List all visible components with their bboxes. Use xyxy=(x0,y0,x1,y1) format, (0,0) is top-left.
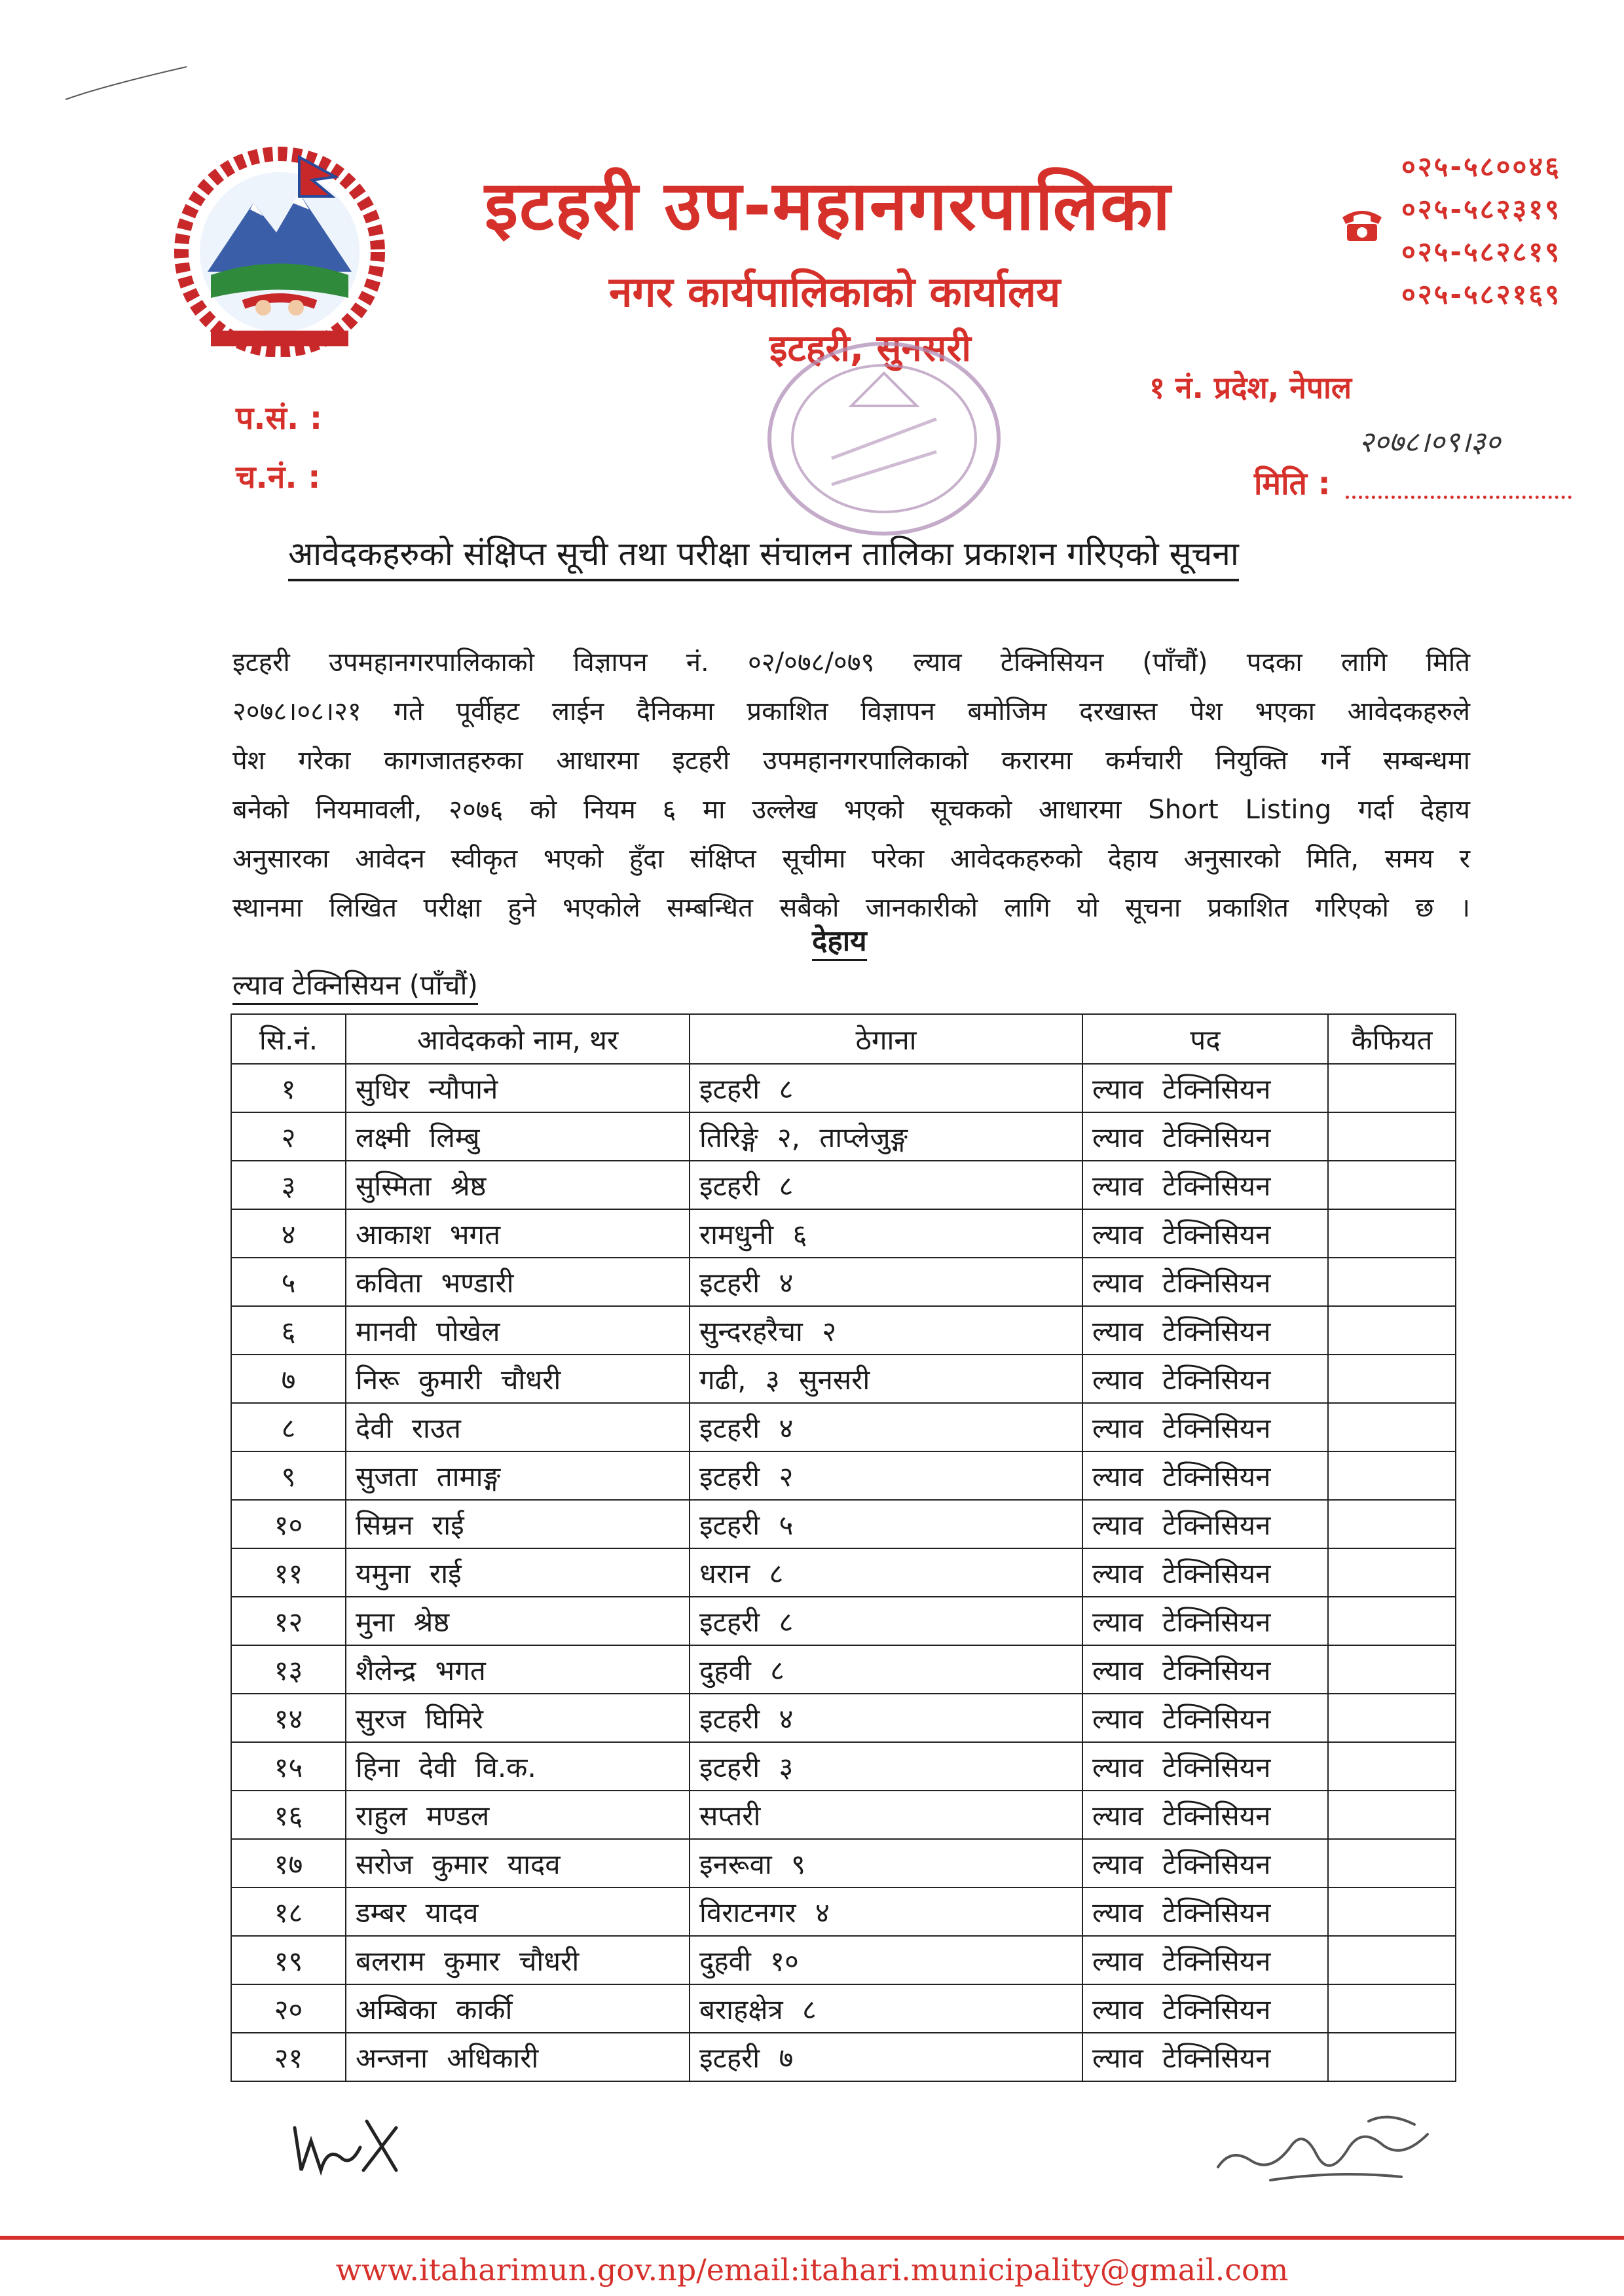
address-cell: धरान ८ xyxy=(690,1548,1082,1597)
address-cell: गढी, ३ सुनसरी xyxy=(690,1355,1082,1403)
table-row xyxy=(231,1839,1456,1887)
table-row xyxy=(231,1355,1456,1403)
remarks-cell xyxy=(1328,1839,1456,1887)
remarks-cell xyxy=(1328,1112,1456,1161)
serial-cell: १७ xyxy=(231,1839,346,1887)
name-cell: सुरज घिमिरे xyxy=(346,1694,690,1742)
remarks-cell xyxy=(1328,1791,1456,1839)
signature-right xyxy=(1205,2108,1441,2187)
name-cell: कविता भण्डारी xyxy=(346,1258,690,1306)
remarks-cell xyxy=(1328,2033,1456,2081)
name-cell: सुधिर न्यौपाने xyxy=(346,1064,690,1112)
name-cell: सुजता तामाङ्ग xyxy=(346,1451,690,1500)
header-post: पद xyxy=(1082,1014,1328,1064)
header-name: आवेदकको नाम, थर xyxy=(346,1014,690,1064)
serial-cell: १२ xyxy=(231,1597,346,1645)
post-cell: ल्याव टेक्निसियन xyxy=(1082,1161,1328,1209)
post-cell: ल्याव टेक्निसियन xyxy=(1082,1791,1328,1839)
name-cell: मुना श्रेष्ठ xyxy=(346,1597,690,1645)
name-cell: देवी राउत xyxy=(346,1403,690,1451)
table-row xyxy=(231,1791,1456,1839)
name-cell: राहुल मण्डल xyxy=(346,1791,690,1839)
name-cell: सुस्मिता श्रेष्ठ xyxy=(346,1161,690,1209)
post-cell: ल्याव टेक्निसियन xyxy=(1082,1597,1328,1645)
post-cell: ल्याव टेक्निसियन xyxy=(1082,1742,1328,1791)
serial-cell: १५ xyxy=(231,1742,346,1791)
date-label: मिति : xyxy=(1254,465,1331,502)
remarks-cell xyxy=(1328,1548,1456,1597)
notice-title: आवेदकहरुको संक्षिप्त सूची तथा परीक्षा संचालन तालिका प्रकाशन गरिएको सूचना xyxy=(288,530,1239,581)
serial-cell: ८ xyxy=(231,1403,346,1451)
phone-number: ०२५-५८२३१९ xyxy=(1401,193,1561,225)
date-value: २०७८।०९।३० xyxy=(1359,426,1501,459)
serial-cell: ११ xyxy=(231,1548,346,1597)
serial-cell: १ xyxy=(231,1064,346,1112)
post-cell: ल्याव टेक्निसियन xyxy=(1082,1064,1328,1112)
table-row xyxy=(231,1694,1456,1742)
table-header-row xyxy=(231,1014,1456,1064)
office-place: इटहरी, सुनसरी xyxy=(769,327,971,370)
address-cell: इटहरी ७ xyxy=(690,2033,1082,2081)
remarks-cell xyxy=(1328,1645,1456,1694)
name-cell: यमुना राई xyxy=(346,1548,690,1597)
name-cell: निरू कुमारी चौधरी xyxy=(346,1355,690,1403)
post-cell: ल्याव टेक्निसियन xyxy=(1082,1258,1328,1306)
table-row xyxy=(231,2033,1456,2081)
phone-number: ०२५-५८२८१९ xyxy=(1401,236,1561,268)
post-cell: ल्याव टेक्निसियन xyxy=(1082,1548,1328,1597)
table-row xyxy=(231,1258,1456,1306)
remarks-cell xyxy=(1328,1887,1456,1936)
remarks-cell xyxy=(1328,1936,1456,1984)
remarks-cell xyxy=(1328,1209,1456,1258)
post-cell: ल्याव टेक्निसियन xyxy=(1082,1645,1328,1694)
address-cell: इटहरी ८ xyxy=(690,1161,1082,1209)
address-cell: विराटनगर ४ xyxy=(690,1887,1082,1936)
address-cell: इटहरी ४ xyxy=(690,1403,1082,1451)
signature-left xyxy=(288,2108,406,2180)
name-cell: शैलेन्द्र भगत xyxy=(346,1645,690,1694)
remarks-cell xyxy=(1328,1064,1456,1112)
header-remarks: कैफियत xyxy=(1328,1014,1456,1064)
pen-mark xyxy=(62,60,193,106)
notice-body-line: बनेको नियमावली, २०७६ को नियम ६ मा उल्लेख भएको सूचकको आधारमा Short Listing गर्दा देहाय xyxy=(232,795,1470,825)
remarks-cell xyxy=(1328,1258,1456,1306)
footer-contact: www.itaharimun.gov.np/email:itahari.municipality@gmail.com xyxy=(335,2252,1289,2287)
post-cell: ल्याव टेक्निसियन xyxy=(1082,1839,1328,1887)
municipality-name: इटहरी उप-महानगरपालिका xyxy=(485,166,1172,246)
table-row xyxy=(231,1597,1456,1645)
serial-cell: १९ xyxy=(231,1936,346,1984)
phone-number: ०२५-५८२१६९ xyxy=(1401,278,1561,310)
post-cell: ल्याव टेक्निसियन xyxy=(1082,1936,1328,1984)
name-cell: आकाश भगत xyxy=(346,1209,690,1258)
post-cell: ल्याव टेक्निसियन xyxy=(1082,1209,1328,1258)
notice-body-line: पेश गरेका कागजातहरुका आधारमा इटहरी उपमहानगरपालिकाको करारमा कर्मचारी नियुक्ति गर्ने सम्बन्धमा xyxy=(232,746,1470,776)
remarks-cell xyxy=(1328,1355,1456,1403)
post-cell: ल्याव टेक्निसियन xyxy=(1082,1694,1328,1742)
address-cell: इटहरी ८ xyxy=(690,1597,1082,1645)
remarks-cell xyxy=(1328,1306,1456,1355)
address-cell: सप्तरी xyxy=(690,1791,1082,1839)
post-heading: ल्याव टेक्निसियन (पाँचौं) xyxy=(232,966,478,1005)
post-cell: ल्याव टेक्निसियन xyxy=(1082,1984,1328,2033)
post-cell: ल्याव टेक्निसियन xyxy=(1082,1355,1328,1403)
name-cell: सरोज कुमार यादव xyxy=(346,1839,690,1887)
footer-divider xyxy=(0,2236,1624,2240)
table-row xyxy=(231,1209,1456,1258)
table-row xyxy=(231,1936,1456,1984)
serial-cell: ५ xyxy=(231,1258,346,1306)
telephone-icon xyxy=(1339,204,1385,244)
name-cell: हिना देवी वि.क. xyxy=(346,1742,690,1791)
remarks-cell xyxy=(1328,1597,1456,1645)
date-dotted-line xyxy=(1346,466,1572,499)
post-cell: ल्याव टेक्निसियन xyxy=(1082,2033,1328,2081)
name-cell: डम्बर यादव xyxy=(346,1887,690,1936)
name-cell: अम्बिका कार्की xyxy=(346,1984,690,2033)
address-cell: दुहवी १० xyxy=(690,1936,1082,1984)
post-cell: ल्याव टेक्निसियन xyxy=(1082,1306,1328,1355)
serial-cell: ३ xyxy=(231,1161,346,1209)
name-cell: सिम्रन राई xyxy=(346,1500,690,1548)
address-cell: बराहक्षेत्र ८ xyxy=(690,1984,1082,2033)
notice-body-line: २०७८।०८।२१ गते पूर्वीहट लाईन दैनिकमा प्रकाशित विज्ञापन बमोजिम दरखास्त पेश भएका आवेदकहरुले xyxy=(232,697,1470,727)
office-name: नगर कार्यपालिकाको कार्यालय xyxy=(609,268,1061,317)
remarks-cell xyxy=(1328,1403,1456,1451)
dispatch-number-label: च.नं. : xyxy=(236,459,321,496)
table-row xyxy=(231,1403,1456,1451)
name-cell: मानवी पोखेल xyxy=(346,1306,690,1355)
address-cell: रामधुनी ६ xyxy=(690,1209,1082,1258)
serial-cell: २ xyxy=(231,1112,346,1161)
table-row xyxy=(231,1064,1456,1112)
serial-cell: १४ xyxy=(231,1694,346,1742)
table-row xyxy=(231,1500,1456,1548)
address-cell: इनरूवा ९ xyxy=(690,1839,1082,1887)
phone-number: ०२५-५८००४६ xyxy=(1401,151,1561,183)
notice-body-line: अनुसारका आवेदन स्वीकृत भएको हुँदा संक्षिप्त सूचीमा परेका आवेदकहरुको देहाय अनुसारको मिति, समय र xyxy=(232,844,1470,874)
table-row xyxy=(231,1306,1456,1355)
province: १ नं. प्रदेश, नेपाल xyxy=(1149,370,1352,405)
remarks-cell xyxy=(1328,1161,1456,1209)
address-cell: इटहरी ८ xyxy=(690,1064,1082,1112)
name-cell: बलराम कुमार चौधरी xyxy=(346,1936,690,1984)
remarks-cell xyxy=(1328,1742,1456,1791)
serial-cell: १८ xyxy=(231,1887,346,1936)
table-row xyxy=(231,1984,1456,2033)
table-row xyxy=(231,1742,1456,1791)
table-row xyxy=(231,1161,1456,1209)
post-cell: ल्याव टेक्निसियन xyxy=(1082,1451,1328,1500)
serial-cell: १३ xyxy=(231,1645,346,1694)
address-cell: सुन्दरहरैचा २ xyxy=(690,1306,1082,1355)
table-row xyxy=(231,1548,1456,1597)
address-cell: इटहरी ५ xyxy=(690,1500,1082,1548)
serial-cell: ९ xyxy=(231,1451,346,1500)
table-row xyxy=(231,1451,1456,1500)
applicant-table xyxy=(231,1013,1456,2082)
name-cell: अन्जना अधिकारी xyxy=(346,2033,690,2081)
serial-cell: ६ xyxy=(231,1306,346,1355)
remarks-cell xyxy=(1328,1451,1456,1500)
table-row xyxy=(231,1645,1456,1694)
post-cell: ल्याव टेक्निसियन xyxy=(1082,1403,1328,1451)
header-address: ठेगाना xyxy=(690,1014,1082,1064)
address-cell: इटहरी २ xyxy=(690,1451,1082,1500)
serial-cell: २० xyxy=(231,1984,346,2033)
remarks-cell xyxy=(1328,1984,1456,2033)
nepal-emblem-logo xyxy=(172,141,388,357)
notice-body-line: स्थानमा लिखित परीक्षा हुने भएकोले सम्बन्धित सबैको जानकारीको लागि यो सूचना प्रकाशित गरिएको छ । xyxy=(232,893,1470,923)
address-cell: तिरिङ्गे २, ताप्लेजुङ्ग xyxy=(690,1112,1082,1161)
serial-cell: ७ xyxy=(231,1355,346,1403)
address-cell: इटहरी ४ xyxy=(690,1694,1082,1742)
serial-cell: १० xyxy=(231,1500,346,1548)
remarks-cell xyxy=(1328,1500,1456,1548)
header-serial: सि.नं. xyxy=(231,1014,346,1064)
office-stamp xyxy=(753,327,1015,543)
address-cell: इटहरी ३ xyxy=(690,1742,1082,1791)
notice-body-line: इटहरी उपमहानगरपालिकाको विज्ञापन नं. ०२/०७८/०७९ ल्याव टेक्निसियन (पाँचौं) पदका लागि मिति xyxy=(232,647,1470,678)
notice-body xyxy=(232,638,1470,933)
address-cell: दुहवी ८ xyxy=(690,1645,1082,1694)
annex-heading: देहाय xyxy=(812,920,867,961)
post-cell: ल्याव टेक्निसियन xyxy=(1082,1500,1328,1548)
serial-cell: १६ xyxy=(231,1791,346,1839)
table-row xyxy=(231,1112,1456,1161)
name-cell: लक्ष्मी लिम्बु xyxy=(346,1112,690,1161)
serial-cell: ४ xyxy=(231,1209,346,1258)
table-row xyxy=(231,1887,1456,1936)
serial-cell: २१ xyxy=(231,2033,346,2081)
letter-number-label: प.सं. : xyxy=(236,400,323,437)
post-cell: ल्याव टेक्निसियन xyxy=(1082,1112,1328,1161)
address-cell: इटहरी ४ xyxy=(690,1258,1082,1306)
post-cell: ल्याव टेक्निसियन xyxy=(1082,1887,1328,1936)
remarks-cell xyxy=(1328,1694,1456,1742)
